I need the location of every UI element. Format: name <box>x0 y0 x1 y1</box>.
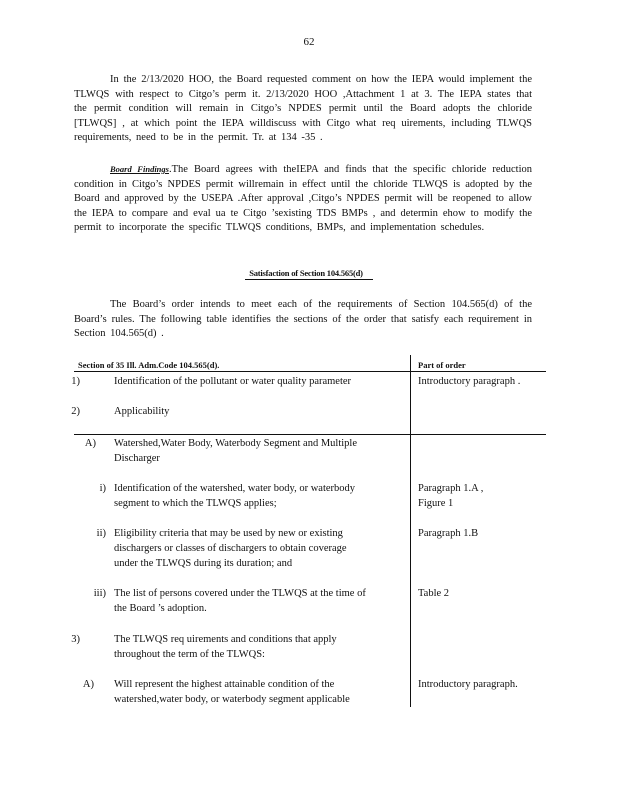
board-findings-text: .The Board agrees with theIEPA and finds that the specific chloride reduction condition in Citgo’s NPDES permit willremain in effect until the chloride TLWQS is adopted by the Board and approved by the USEPA .After approval ,Citgo’s NPDES permit will be reopened to allow the IEPA to compare and eval ua te Citgo ’sexisting TDS BMPs , and determin ehow to modify the permit to incorporate the specific TLWQS conditions, BMPs, and implementation schedules. <box>74 164 532 233</box>
paragraph-order-intent: The Board’s order intends to meet each of the requirements of Section 104.565(d) of the Board’s rules. The following table identifies the sections of the order that satisfy each requirement in Section 104.565(d) . <box>74 299 532 339</box>
paragraph-hoo-comment: In the 2/13/2020 HOO, the Board requested comment on how the IEPA would implement the TLWQS with respect to Citgo’s perm it. 2/13/2020 HOO ,Attachment 1 at 3. The IEPA states that the permit condition will remain in Citgo’s NPDES permit until the Board adopts the chloride [TLWQS] , at which point the IEPA willdiscuss with Citgo what req uirements, including TLWQS requirements, need to be in the permit. Tr. at 134 -35 . <box>74 74 532 143</box>
section-heading: Satisfaction of Section 104.565(d) <box>0 268 618 280</box>
table-header-part: Part of order <box>418 360 466 370</box>
page-number: 62 <box>303 36 315 48</box>
board-findings-label: Board Findings <box>110 164 169 174</box>
table-header-section: Section of 35 Ill. Adm.Code 104.565(d). <box>78 360 220 370</box>
table-row-rule <box>74 434 546 435</box>
table-header-rule <box>74 371 546 372</box>
table-column-divider <box>410 355 411 707</box>
paragraph-board-findings <box>74 162 532 236</box>
